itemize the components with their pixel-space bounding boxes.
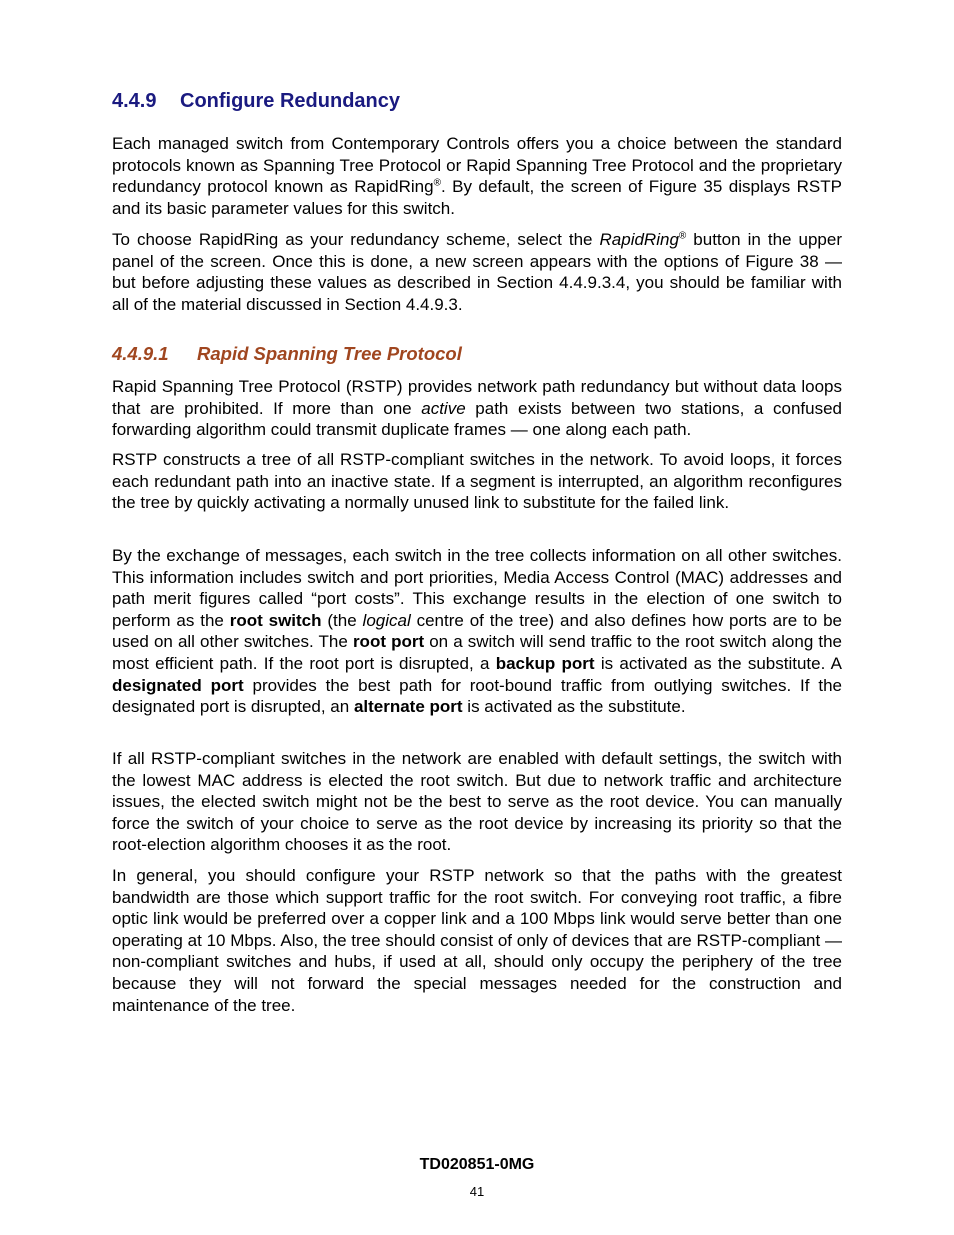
- text-run: Each managed switch from Contemporary Controls offers you a choice between the standard protocols known as Spanning Tree Protocol or Rapid Spanning Tree Protocol and the proprietary redundancy protocol known as RapidRing: [112, 134, 842, 197]
- bold-term: root switch: [229, 610, 322, 630]
- text-run: button in the upper panel of the screen. Once this is done, a new screen appears with the options of Figure 38 — but before adjusting these values as described in Section 4.4.9.3.4, you should be familiar with all of the material discussed in Section 4.4.9.3.: [112, 230, 842, 314]
- section-number: 4.4.9: [112, 90, 157, 112]
- text-run: centre of the tree) and also defines how ports are to be used on all other switches. The: [112, 610, 843, 652]
- section-title: Configure Redundancy: [180, 90, 401, 112]
- text-run: If all RSTP-compliant switches in the network are enabled with default settings, the switch with the lowest MAC address is elected the root switch. But due to network traffic and architecture issues, the elected switch might not be the best to serve as the root device. You can manually force the switch of your choice to serve as the root device by increasing its priority so that the root-election algorithm chooses it as the root.: [112, 749, 842, 855]
- text-run: Rapid Spanning Tree Protocol (RSTP) provides network path redundancy but without data loops that are prohibited. If more than one: [112, 377, 842, 418]
- text-run: on a switch will send traffic to the root switch along the most efficient path. If the root port is disrupted, a: [112, 632, 843, 673]
- bold-term: backup port: [495, 653, 595, 673]
- text-run: RSTP constructs a tree of all RSTP-compliant switches in the network. To avoid loops, it forces each redundant path into an inactive state. If a segment is interrupted, an algorithm reconfigures the tree by quickly activating a normally unused link to substitute for the failed link.: [112, 450, 842, 513]
- registered-mark: ®: [433, 177, 441, 189]
- text-run: . By default, the screen of Figure 35 displays RSTP and its basic parameter values for this switch.: [112, 177, 842, 218]
- paragraph-rstp-intro: [112, 376, 842, 441]
- paragraph-rapidring: [112, 229, 842, 315]
- paragraph-rstp-tree: [112, 449, 842, 514]
- document-code: TD020851-0MG: [419, 1156, 535, 1173]
- bold-term: alternate port: [353, 697, 463, 717]
- paragraph-message-exchange: [112, 545, 842, 718]
- subsection-title: Rapid Spanning Tree Protocol: [197, 343, 462, 364]
- italic-term: logical: [362, 610, 411, 630]
- page-number: 41: [469, 1184, 485, 1199]
- text-run: (the: [321, 610, 363, 630]
- text-run: In general, you should configure your RSTP network so that the paths with the greatest bandwidth are those which support traffic for the root switch. For conveying root traffic, a fibre optic link would be preferred over a copper link and a 100 Mbps link would serve better than one operating at 10 Mbps. Also, the tree should consist of only of devices that are RSTP-compliant — non-compliant switches and hubs, if used at all, should only occupy the periphery of the tree because they will not forward the special messages needed for the construction and maintenance of the tree.: [112, 866, 842, 1015]
- text-run: By the exchange of messages, each switch in the tree collects information on all other switches. This information includes switch and port priorities, Media Access Control (MAC) addresses and path merit figures called “port costs”. This exchange results in the election of one switch to perform as the: [112, 546, 842, 630]
- italic-term: RapidRing: [599, 230, 679, 249]
- italic-term: active: [421, 398, 466, 418]
- text-run: provides the best path for root-bound traffic from outlying switches. If the designated port is disrupted, an: [112, 675, 842, 717]
- subsection-heading: [112, 343, 462, 365]
- subsection-number: 4.4.9.1: [112, 343, 169, 364]
- text-run: is activated as the substitute.: [462, 697, 686, 717]
- text-run: is activated as the substitute. A: [594, 653, 842, 673]
- paragraph-intro: [112, 133, 842, 219]
- paragraph-configuration: [112, 865, 842, 1016]
- text-run: To choose RapidRing as your redundancy scheme, select the: [112, 230, 600, 249]
- bold-term: designated port: [112, 675, 244, 695]
- paragraph-default-settings: [112, 748, 842, 856]
- registered-mark: ®: [678, 230, 687, 242]
- bold-term: root port: [352, 632, 425, 652]
- text-run: path exists between two stations, a confused forwarding algorithm could transmit duplicate frames — one along each path.: [112, 398, 842, 440]
- section-heading: [112, 90, 400, 113]
